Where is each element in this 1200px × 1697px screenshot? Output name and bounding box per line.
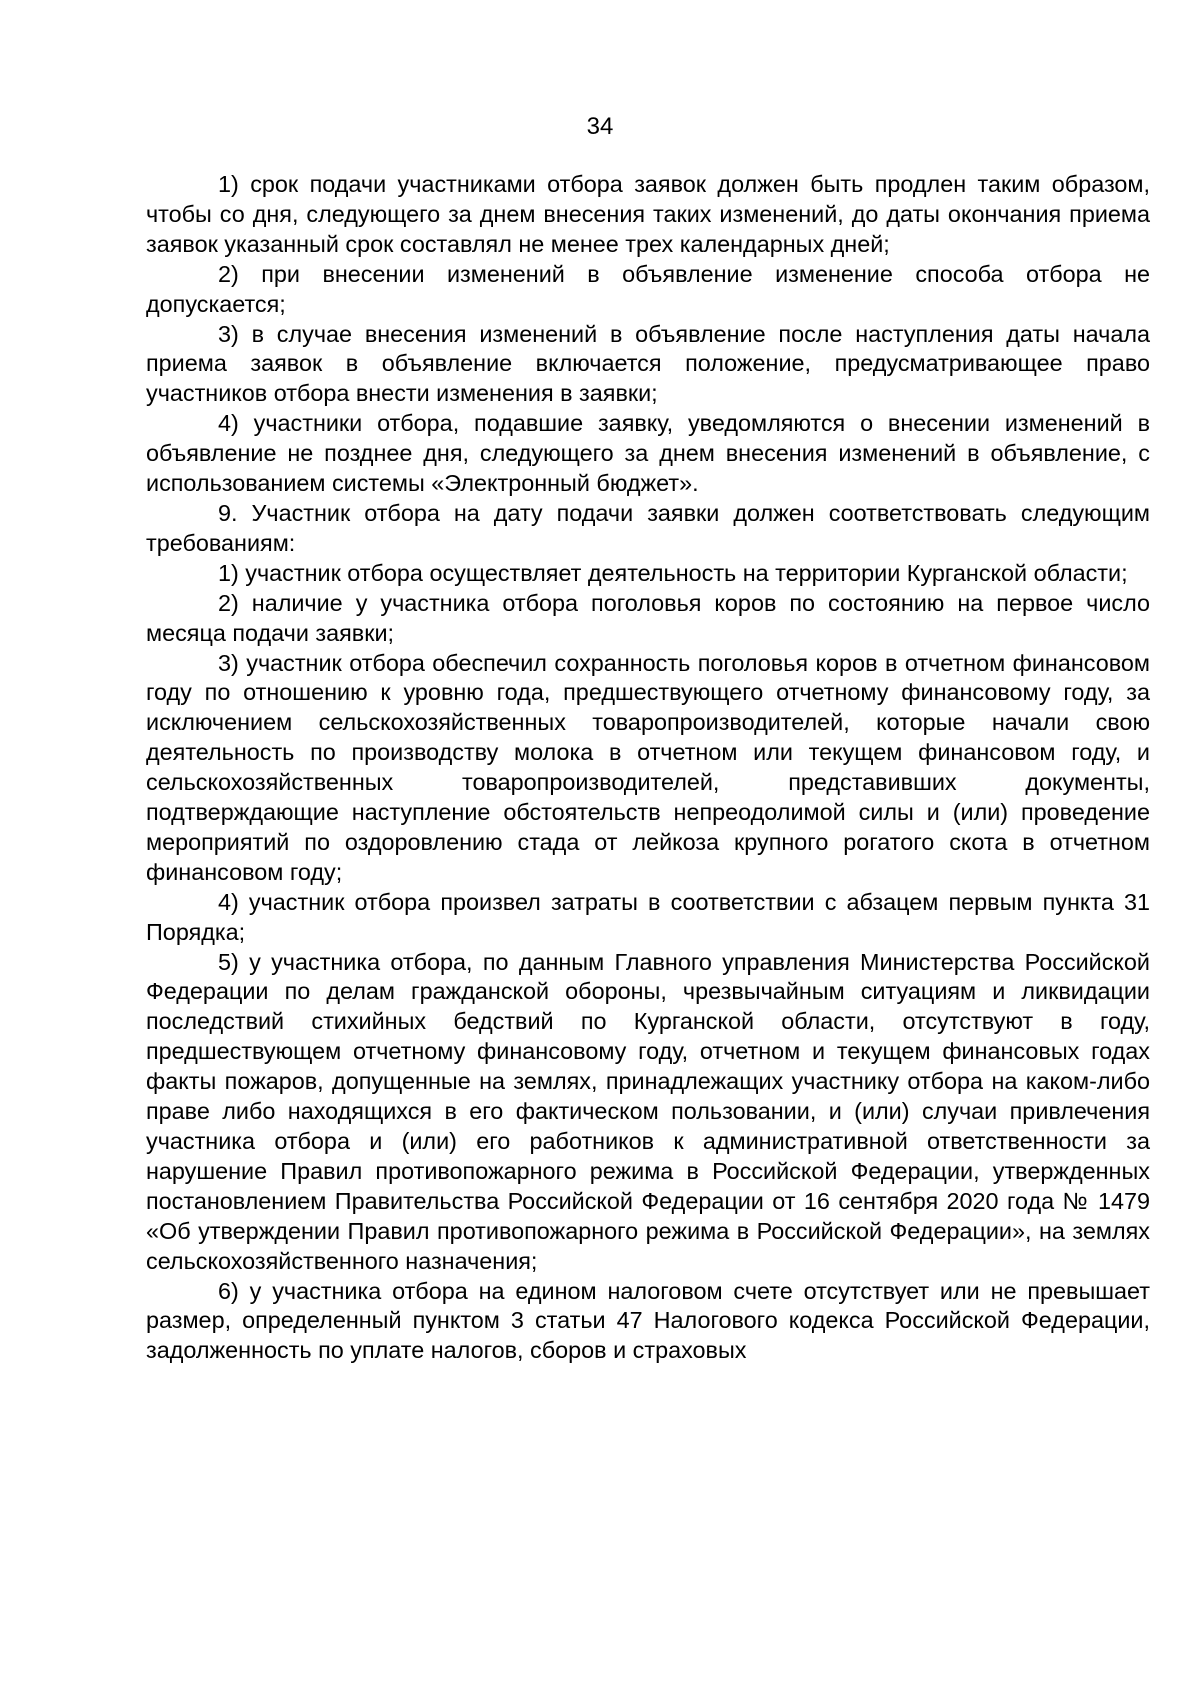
document-body — [146, 170, 1150, 1366]
paragraph-requirement-3-herd-preservation: 3) участник отбора обеспечил сохранность поголовья коров в отчетном финансовом году по отношению к уровню года, предшествующего отчетному финансовому году, за исключением сельскохозяйственных товаропроизводителей, которые начали свою деятельность по производству молока в отчетном или текущем финансовом году, и сельскохозяйственных товаропроизводителей, представивших документы, подтверждающие наступление обстоятельств непреодолимой силы и (или) проведение мероприятий по оздоровлению стада от лейкоза крупного рогатого скота в отчетном финансовом году; — [146, 649, 1150, 885]
paragraph-requirement-1-territory: 1) участник отбора осуществляет деятельность на территории Курганской области; — [218, 559, 1128, 586]
paragraph-item-4-notification: 4) участники отбора, подавшие заявку, уведомляются о внесении изменений в объявление не позднее дня, следующего за днем внесения изменений в объявление, с использованием системы «Электронный бюджет». — [146, 410, 1150, 497]
paragraph-item-2-method-change: 2) при внесении изменений в объявление изменение способа отбора не допускается; — [146, 260, 1150, 317]
page-number: 34 — [586, 113, 614, 140]
paragraph-item-3-application-changes: 3) в случае внесения изменений в объявление после наступления даты начала приема заявок в объявление включается положение, предусматривающее право участников отбора внести изменения в заявки; — [146, 320, 1150, 407]
paragraph-requirement-4-expenses: 4) участник отбора произвел затраты в соответствии с абзацем первым пункта 31 Порядка; — [146, 888, 1150, 945]
paragraph-requirement-5-fire-safety: 5) у участника отбора, по данным Главного управления Министерства Российской Федерации по делам гражданской обороны, чрезвычайным ситуациям и ликвидации последствий стихийных бедствий по Курганской области, отсутствуют в году, предшествующем отчетному финансовому году, отчетном и текущем финансовых годах факты пожаров, допущенные на землях, принадлежащих участнику отбора на каком-либо праве либо находящихся в его фактическом пользовании, и (или) случаи привлечения участника отбора и (или) его работников к административной ответственности за нарушение Правил противопожарного режима в Российской Федерации, утвержденных постановлением Правительства Российской Федерации от 16 сентября 2020 года № 1479 «Об утверждении Правил противопожарного режима в Российской Федерации», на землях сельскохозяйственного назначения; — [146, 948, 1150, 1274]
paragraph-requirement-2-cows: 2) наличие у участника отбора поголовья коров по состоянию на первое число месяца подачи заявки; — [146, 589, 1150, 646]
paragraph-section-9-requirements: 9. Участник отбора на дату подачи заявки должен соответствовать следующим требованиям: — [146, 499, 1150, 556]
paragraph-requirement-6-tax-debt: 6) у участника отбора на едином налоговом счете отсутствует или не превышает размер, определенный пунктом 3 статьи 47 Налогового кодекса Российской Федерации, задолженность по уплате налогов, сборов и страховых — [146, 1277, 1150, 1364]
paragraph-item-1-deadline-extension: 1) срок подачи участниками отбора заявок должен быть продлен таким образом, чтобы со дня, следующего за днем внесения таких изменений, до даты окончания приема заявок указанный срок составлял не менее трех календарных дней; — [146, 171, 1150, 257]
